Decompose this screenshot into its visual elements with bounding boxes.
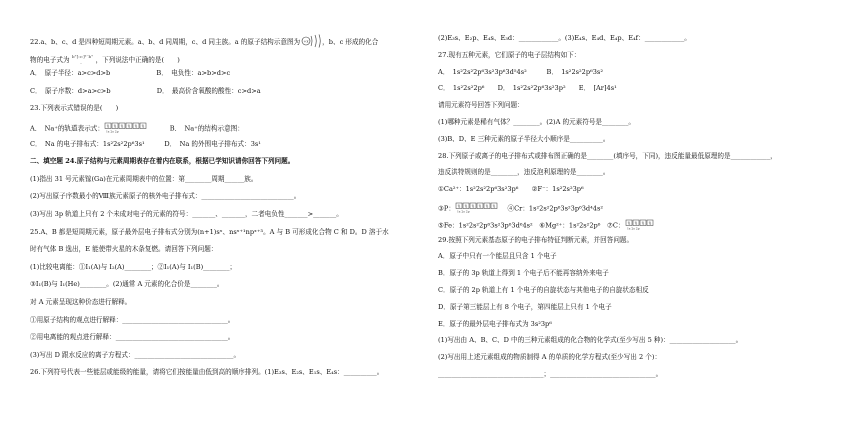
left-line: [30, 368, 383, 376]
right-line: [438, 152, 777, 160]
right-line: [438, 68, 603, 76]
svg-text:⇅: ⇅: [626, 220, 631, 226]
line-text-continued: ，b、c 形成的化合: [322, 38, 379, 46]
right-line: [438, 202, 603, 215]
left-line: [30, 228, 389, 236]
left-line: [30, 140, 261, 148]
left-line: [30, 175, 257, 183]
line-text-continued: ，下列说法中正确的是( ): [95, 55, 180, 64]
right-line: [438, 236, 633, 244]
svg-text:⇅: ⇅: [471, 203, 475, 209]
line-text: ________________________________；________________________________。: [438, 370, 663, 378]
line-text: A． Na⁺的轨道表示式：: [30, 124, 104, 133]
line-text: 29.按照下列元素基态原子的电子排布特征判断元素，并回答问题。: [438, 235, 634, 244]
line-text-continued: ④Cr：1s²2s²2p⁶3s²3p⁶3d⁴4s²: [500, 204, 603, 213]
svg-text:+x: +x: [303, 39, 309, 44]
left-line: [30, 333, 234, 341]
line-text: 请用元素符号回答下列问题：: [438, 101, 524, 110]
orbital-diagram-p-icon: [455, 202, 501, 215]
line-text: (2)写出用上述元素组成的物质制得 A 的单质的化学方程式(至少写出 2 个)：: [438, 353, 662, 362]
svg-text:⇅: ⇅: [640, 220, 645, 226]
line-text: (1)哪种元素是稀有气体？________。(2)A 的元素符号是________。: [438, 118, 635, 126]
line-text: (1)比较电离能：①I₁(A)与 I₂(A)________；②I₁(A)与 I₁(B)________；: [30, 262, 237, 271]
line-text: 物的电子式为: [30, 55, 70, 64]
svg-text:⇅: ⇅: [485, 203, 489, 209]
left-line: [30, 122, 244, 135]
line-text: 二、填空题 24.原子结构与元素周期表存在着内在联系，根据已学知识请你回答下列问题。: [30, 157, 295, 166]
line-text: ①用原子结构的观点进行解释：________________________________。: [30, 315, 235, 324]
line-text: 27.现有五种元素，它们原子的电子层结构如下：: [438, 50, 581, 59]
svg-text:⇅: ⇅: [457, 203, 461, 209]
right-line: [438, 135, 609, 143]
left-line: [30, 52, 180, 68]
left-line: [30, 157, 294, 165]
line-text: E．原子的最外层电子排布式为 3s²3p⁶: [438, 319, 552, 328]
svg-text:b⁺[:c:]²⁻b⁺: b⁺[:c:]²⁻b⁺: [71, 53, 93, 59]
left-line: [30, 245, 217, 253]
line-text: (2)写出原子序数最小的Ⅷ族元素原子的核外电子排布式：____________________________。: [30, 192, 301, 201]
svg-text:⇅: ⇅: [134, 123, 138, 129]
line-text: 违反洪特规则的是________，违反泡利原理的是________。: [438, 168, 610, 177]
line-text: (1)写出由 A、B、C、D 中的三种元素组成的化合物的化学式(至少写出 5 种)：____________________。: [438, 336, 743, 345]
right-line: [438, 269, 609, 277]
line-text: ②用电离能的观点进行解释：__________________________________。: [30, 333, 235, 342]
line-text: A．原子中只有一个能层且只含 1 个电子: [438, 252, 557, 261]
line-text: (3)B、D、E 三种元素的原子半径大小顺序是__________。: [438, 134, 610, 143]
svg-text:1s 2s 2p: 1s 2s 2p: [456, 209, 470, 213]
right-line: [438, 370, 662, 378]
line-text: (2)E₃s、E₂p、E₄s、E₃d：____________。(3)E₄s、E₄d、E₄p、E₄f：____________。: [438, 34, 691, 42]
line-text: C．原子的 2p 轨道上有 1 个电子的自旋状态与其他电子的自旋状态相反: [438, 286, 649, 294]
left-line: [30, 210, 343, 218]
right-line: [438, 219, 657, 232]
right-line: [438, 51, 580, 59]
line-text: ①Ca²⁺：1s²2s²2p⁶3s²3p⁶ ②F⁻：1s²2s²3p⁶: [438, 185, 584, 194]
orbital-diagram-icon: [104, 122, 150, 135]
right-line: [438, 168, 609, 176]
line-text: A． 1s²2s²2p⁶3s²3p⁶3d⁵4s² B． 1s²2s²2p⁶3s²: [438, 67, 603, 76]
lewis-structure-icon: [70, 52, 96, 68]
right-line: [438, 84, 617, 92]
line-text: (3)写出 3p 轨道上只有 2 个未成对电子的元素的符号：_______、_______，二者电负性_______>_______。: [30, 210, 343, 218]
left-line: [30, 351, 240, 359]
right-line: [438, 252, 557, 260]
left-line: [30, 34, 378, 50]
left-line: [30, 192, 300, 200]
right-line: [438, 303, 612, 311]
line-text: ③P：: [438, 204, 455, 213]
right-line: [438, 286, 649, 294]
right-line: [438, 101, 524, 109]
left-line: [30, 298, 131, 306]
line-text: 28.下列原子或离子的电子排布式或排布图正确的是________(填序号，下同)，违反能量最低原理的是____________，: [438, 151, 777, 160]
right-line: [438, 118, 635, 126]
line-text: (1)指出 31 号元素镓(Ga)在元素周期表中的位置：第________周期______族。: [30, 174, 258, 183]
svg-text:..: ..: [79, 60, 82, 65]
right-line: [438, 320, 552, 328]
svg-text:⇅: ⇅: [633, 220, 638, 226]
left-line: [30, 69, 230, 77]
orbital-diagram-c-icon: [625, 219, 657, 232]
line-text: B．原子的 3p 轨道上得到 1 个电子后不能再容纳外来电子: [438, 269, 609, 278]
atom-structure-icon: [300, 34, 322, 50]
svg-text:⇅: ⇅: [478, 203, 482, 209]
svg-text:⇅: ⇅: [464, 203, 468, 209]
line-text: ③I₁(B)与 I₁(He)________。(2)通常 A 元素的化合价是________。: [30, 280, 224, 289]
svg-text:⇅: ⇅: [127, 123, 131, 129]
line-text: 23.下列表示式错误的是( ): [30, 104, 119, 113]
left-line: [30, 87, 261, 95]
svg-text:⇅: ⇅: [106, 123, 110, 129]
svg-text:⇅: ⇅: [647, 220, 652, 226]
left-line: [30, 316, 234, 324]
right-line: [438, 185, 584, 193]
line-text: 25.A、B 都是短周期元素，原子最外层电子排布式分别为(n+1)sˣ、nsˣ⁺¹npˣ⁺³。A 与 B 可形成化合物 C 和 D。D 溶于水: [30, 227, 389, 236]
svg-text:⇅: ⇅: [120, 123, 124, 129]
svg-text:⇅: ⇅: [492, 203, 496, 209]
left-line: [30, 104, 118, 112]
right-line: [438, 34, 691, 42]
line-text: 时有气体 B 逸出，E 能使带火星的木条复燃。请回答下列问题：: [30, 245, 218, 254]
line-text: A． 原子半径：a>c>d>b B． 电负性：a>b>d>c: [30, 69, 231, 78]
left-line: [30, 263, 236, 271]
line-text: D．原子第三能层上有 8 个电子，第四能层上只有 1 个电子: [438, 302, 612, 311]
line-text: (3)写出 D 跟水反应的离子方程式：______________________________。: [30, 350, 241, 359]
svg-text:1s 2s 2p: 1s 2s 2p: [106, 129, 119, 133]
line-text: C． Na 的电子排布式：1s²2s²2p⁶3s¹ D． Na 的外围电子排布式：3s¹: [30, 139, 261, 148]
left-line: [30, 280, 223, 288]
svg-text:⇅: ⇅: [141, 123, 145, 129]
line-text: C． 原子序数：d>a>c>b D． 最高价含氧酸的酸性：c>d>a: [30, 86, 261, 95]
svg-text:1s 2s 2p: 1s 2s 2p: [626, 226, 640, 230]
svg-text:⇅: ⇅: [113, 123, 117, 129]
line-text-continued: B． Na⁺的结构示意图：: [150, 124, 244, 133]
line-text: C． 1s²2s²2p⁶ D． 1s²2s²2p⁶3s²3p² E． [Ar]4s¹: [438, 84, 617, 93]
right-line: [438, 353, 661, 361]
right-line: [438, 336, 742, 344]
line-text: 22.a、b、c、d 是四种短周期元素。a、b、d 同周期，c、d 同主族。a 的原子结构示意图为: [30, 38, 301, 46]
line-text: ⑤Fe：1s²2s²2p⁶3s²3p⁶3d⁶4s² ⑥Mg²⁺：1s²2s²2p⁶ ⑦C：: [438, 221, 625, 230]
line-text: 26.下列符号代表一些能层或能级的能量，请将它们按能量由低到高的顺序排列。(1)E₃s、E₂s、E₁s、E₄s：__________。: [30, 368, 384, 377]
line-text: 对 A 元素呈现这种价态进行解释。: [30, 298, 132, 306]
